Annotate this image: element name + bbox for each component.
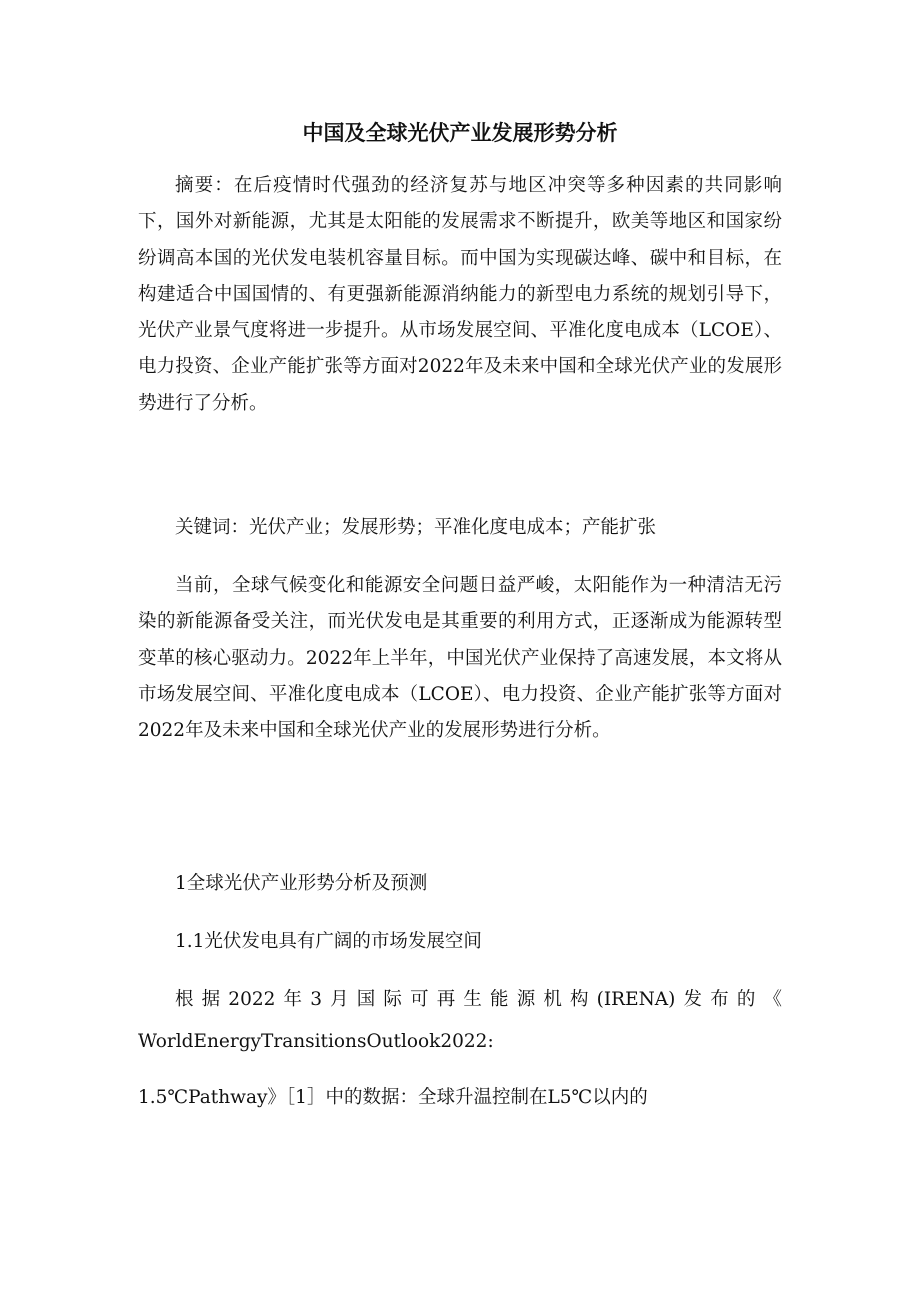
section-heading-1: 1全球光伏产业形势分析及预测 — [175, 873, 428, 894]
body-line: 根据2022年3月国际可再生能源机构(IRENA)发布的《 — [175, 989, 782, 1010]
intro-paragraph: 当前，全球气候变化和能源安全问题日益严峻，太阳能作为一种清洁无污染的新能源备受关注，而光伏发电是其重要的利用方式，正逐渐成为能源转型变革的核心驱动力。2022年上半年，中国光伏产业保持了高速发展，本文将从市场发展空间、平准化度电成本（LCOE）、电力投资、企业产能扩张等方面对2022年及未来中国和全球光伏产业的发展形势进行分析。 — [138, 575, 782, 742]
abstract-paragraph: 摘要：在后疫情时代强劲的经济复苏与地区冲突等多种因素的共同影响下，国外对新能源，尤其是太阳能的发展需求不断提升，欧美等地区和国家纷纷调高本国的光伏发电装机容量目标。而中国为实现碳达峰、碳中和目标，在构建适合中国国情的、有更强新能源消纳能力的新型电力系统的规划引导下，光伏产业景气度将进一步提升。从市场发展空间、平准化度电成本（LCOE）、电力投资、企业产能扩张等方面对2022年及未来中国和全球光伏产业的发展形势进行了分析。 — [138, 175, 782, 414]
document-title: 中国及全球光伏产业发展形势分析 — [302, 121, 618, 145]
section-heading-1-1: 1.1光伏发电具有广阔的市场发展空间 — [175, 931, 482, 952]
body-line: 1.5℃Pathway》［1］中的数据：全球升温控制在L5℃以内的 — [138, 1087, 648, 1108]
keywords-paragraph: 关键词：光伏产业；发展形势；平准化度电成本；产能扩张 — [175, 517, 657, 538]
body-line: WorldEnergyTransitionsOutlook2022: — [138, 1031, 494, 1052]
